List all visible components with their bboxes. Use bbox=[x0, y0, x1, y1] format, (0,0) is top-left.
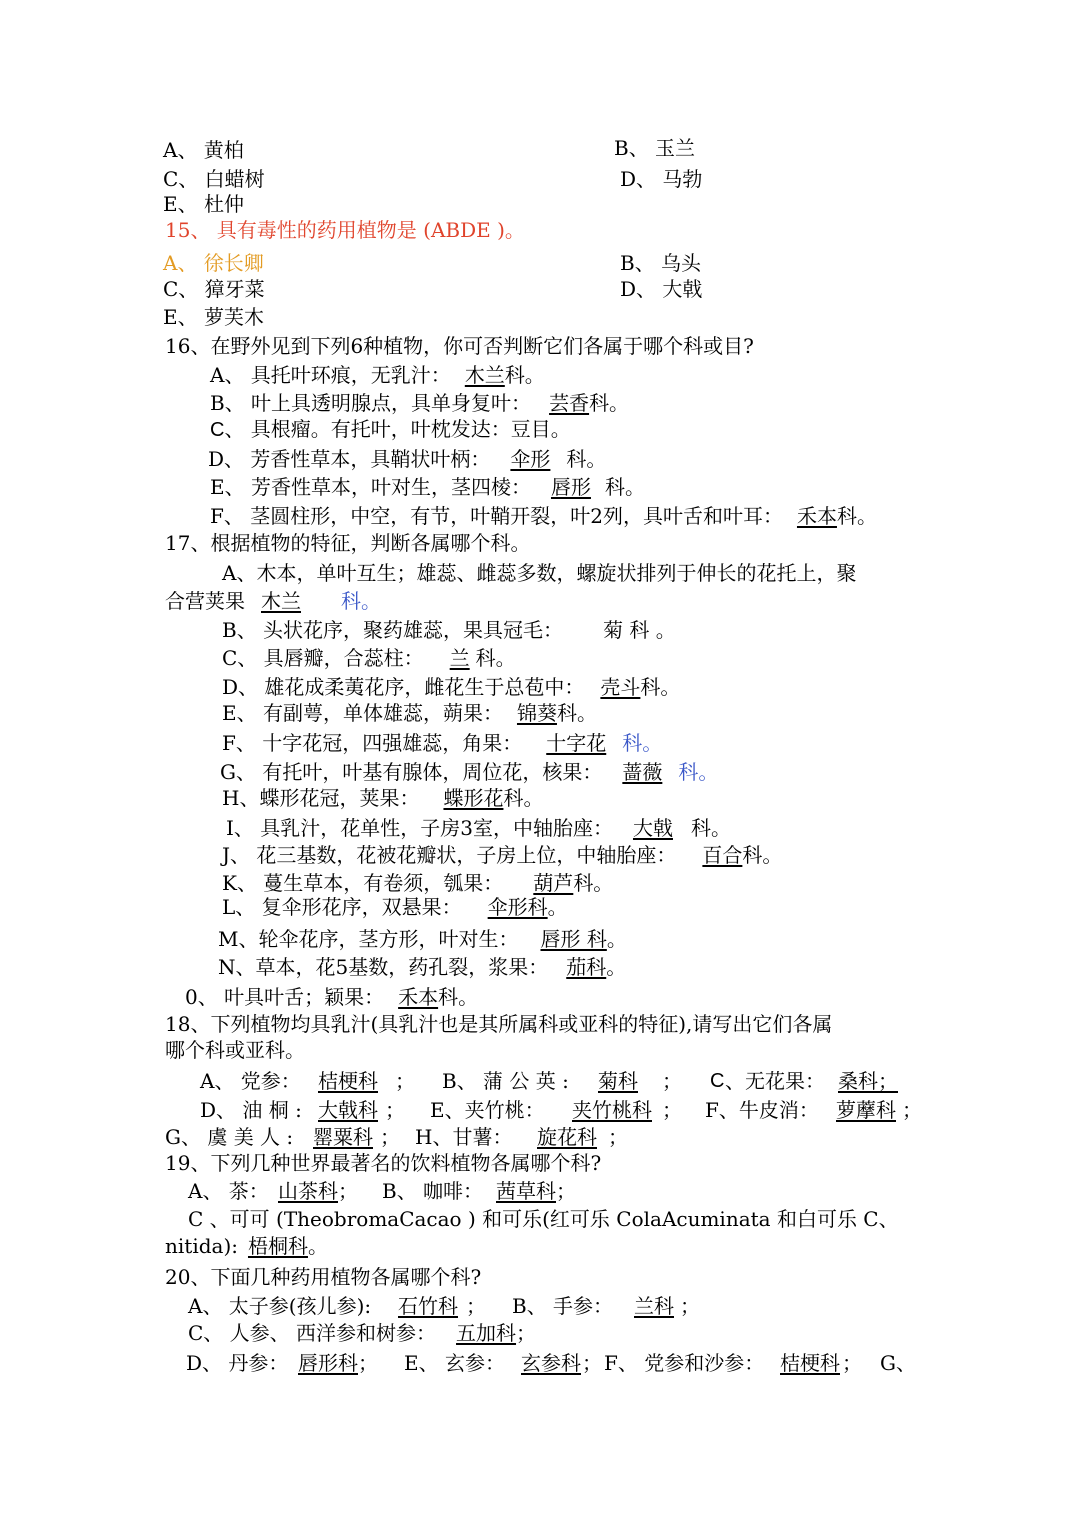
q18-h-text: H、甘薯： bbox=[415, 1125, 513, 1149]
q17-k-answer: 葫芦 bbox=[533, 871, 574, 895]
q17-h-answer: 蝶形花 bbox=[443, 786, 504, 810]
q17-item-g bbox=[220, 759, 718, 785]
q17-item-c bbox=[222, 645, 516, 671]
q17-n-suffix: 。 bbox=[606, 955, 627, 979]
q16-e-answer: 唇形 bbox=[550, 475, 591, 499]
q18-h-answer: 旋花科 bbox=[537, 1125, 597, 1149]
q16-f-answer: 禾本 bbox=[796, 504, 837, 528]
q16-e-text: E、 芳香性草本，叶对生，茎四棱： bbox=[210, 475, 531, 499]
q20-c-text: C、 人参、 西洋参和树参： bbox=[188, 1321, 437, 1345]
q16-a-suffix: 科。 bbox=[504, 363, 545, 387]
q17-l-text: L、 复伞形花序，双悬果： bbox=[222, 895, 462, 919]
q19-row-1 bbox=[0, 1178, 1080, 1204]
q18-d-text: D、 油 桐 : bbox=[200, 1098, 302, 1122]
q16-a-text: A、 具托叶环痕，无乳汁： bbox=[210, 363, 451, 387]
q20-b-suffix: ； bbox=[680, 1294, 700, 1318]
q18-b-suffix: ； bbox=[662, 1069, 682, 1093]
q16-b-suffix: 科。 bbox=[589, 391, 630, 415]
q17-f-text: F、 十字花冠，四强雄蕊，角果： bbox=[222, 731, 523, 755]
q17-item-o bbox=[185, 984, 478, 1010]
q19-a-answer: 山茶科 bbox=[278, 1179, 338, 1203]
q17-i-text: I、 具乳汁，花单性，子房3室，中轴胎座： bbox=[226, 816, 613, 840]
q18-g-answer: 罂粟科 bbox=[313, 1125, 373, 1149]
q18-a-suffix: ； bbox=[395, 1069, 415, 1093]
q17-e-answer: 锦葵 bbox=[516, 701, 557, 725]
q19-c-suffix: 。 bbox=[307, 1234, 328, 1258]
q16-f-text: F、 茎圆柱形，中空，有节，叶鞘开裂，叶2列，具叶舌和叶耳： bbox=[210, 504, 783, 528]
q19-c-text: nitida): bbox=[165, 1234, 238, 1258]
q17-o-text: 0、 叶具叶舌；颖果： bbox=[185, 985, 385, 1009]
q20-d-answer: 唇形科 bbox=[298, 1351, 358, 1375]
q17-item-d bbox=[222, 674, 680, 700]
q20-f-text: F、 党参和沙参： bbox=[604, 1351, 765, 1375]
q17-item-f bbox=[222, 730, 662, 756]
q20-a-text: A、 太子参(孩儿参): bbox=[188, 1294, 372, 1318]
q17-d-text: D、 雄花成柔荑花序，雌花生于总苞中： bbox=[222, 675, 585, 699]
q18-d-suffix: ； bbox=[385, 1098, 405, 1122]
q19-c-answer: 梧桐科 bbox=[247, 1234, 308, 1258]
q20-b-text: B、 手参： bbox=[512, 1294, 614, 1318]
q16-d-answer: 伞形 bbox=[510, 447, 551, 471]
q16-a-answer: 木兰 bbox=[464, 363, 505, 387]
q17-j-text: J、 花三基数，花被花瓣状，子房上位，中轴胎座： bbox=[222, 843, 677, 867]
q18-c-answer: 桑科； bbox=[838, 1069, 898, 1093]
q17-c-answer: 兰 bbox=[449, 646, 470, 670]
q14-option-c: C、 白蜡树 bbox=[163, 167, 265, 191]
q15-option-e: E、 萝芙木 bbox=[163, 305, 264, 329]
q20-stem: 20、下面几种药用植物各属哪个科? bbox=[165, 1265, 482, 1289]
q18-stem-line2: 哪个科或亚科。 bbox=[165, 1038, 305, 1062]
q18-e-answer: 夹竹桃科 bbox=[572, 1098, 652, 1122]
q17-l-suffix: 。 bbox=[547, 895, 568, 919]
q17-d-suffix: 科。 bbox=[640, 675, 681, 699]
q14-option-e: E、 杜仲 bbox=[163, 192, 244, 216]
q18-g-text: G、 虞 美 人 : bbox=[165, 1125, 294, 1149]
q17-item-a-line2 bbox=[165, 588, 381, 614]
q16-item-a bbox=[210, 362, 545, 388]
q18-g-suffix: ； bbox=[380, 1125, 400, 1149]
q17-c-text: C、 具唇瓣，合蕊柱： bbox=[222, 646, 424, 670]
q20-d-suffix: ； bbox=[358, 1351, 378, 1375]
q17-m-suffix: 。 bbox=[606, 927, 627, 951]
q19-a-suffix: ； bbox=[338, 1179, 358, 1203]
q16-item-d bbox=[208, 446, 606, 472]
q20-c-suffix: ； bbox=[516, 1321, 537, 1345]
q17-o-suffix: 科。 bbox=[438, 985, 479, 1009]
q14-option-b: B、 玉兰 bbox=[614, 136, 696, 160]
q16-b-answer: 芸香 bbox=[549, 391, 590, 415]
q17-item-h bbox=[222, 785, 543, 811]
q17-l-answer: 伞形科 bbox=[487, 895, 548, 919]
q15-option-b: B、 乌头 bbox=[620, 251, 702, 275]
q17-n-answer: 茄科 bbox=[566, 955, 607, 979]
q17-g-text: G、 有托叶，叶基有腺体，周位花，核果： bbox=[220, 760, 603, 784]
q20-g-text: G、 bbox=[880, 1351, 916, 1375]
q17-item-k bbox=[222, 870, 613, 896]
q18-h-suffix: ； bbox=[608, 1125, 628, 1149]
q17-e-suffix: 科。 bbox=[556, 701, 597, 725]
q18-c-label: C bbox=[710, 1070, 725, 1092]
q15-option-d: D、 大戟 bbox=[620, 277, 703, 301]
q17-h-text: H、蝶形花冠，荚果： bbox=[222, 786, 420, 810]
q18-f-text: F、牛皮消： bbox=[705, 1098, 819, 1122]
q17-c-suffix: 科。 bbox=[475, 646, 516, 670]
q17-h-suffix: 科。 bbox=[503, 786, 544, 810]
q14-option-d: D、 马勃 bbox=[620, 167, 703, 191]
q18-stem-line1: 18、下列植物均具乳汁(具乳汁也是其所属科或亚科的特征),请写出它们各属 bbox=[165, 1012, 833, 1036]
q17-item-e bbox=[222, 700, 597, 726]
q17-g-suffix: 科。 bbox=[678, 760, 719, 784]
q17-item-a-line1: A、木本，单叶互生；雄蕊、雌蕊多数，螺旋状排列于伸长的花托上，聚 bbox=[222, 561, 857, 585]
q17-item-m bbox=[218, 926, 627, 952]
q17-b-answer: 菊 科 。 bbox=[603, 618, 676, 642]
q17-i-suffix: 科。 bbox=[690, 816, 731, 840]
q18-f-suffix: ； bbox=[902, 1098, 922, 1122]
q17-g-answer: 蔷薇 bbox=[622, 760, 663, 784]
q18-row-2 bbox=[0, 1097, 1080, 1123]
q20-row-1 bbox=[0, 1293, 1080, 1319]
q17-m-text: M、轮伞花序，茎方形，叶对生： bbox=[218, 927, 519, 951]
q17-stem: 17、根据植物的特征，判断各属哪个科。 bbox=[165, 531, 531, 555]
q17-item-n bbox=[218, 954, 626, 980]
q20-e-suffix: ； bbox=[582, 1351, 602, 1375]
q18-e-text: E、夹竹桃： bbox=[430, 1098, 545, 1122]
q20-f-answer: 桔梗科 bbox=[780, 1351, 840, 1375]
q15-option-c: C、 獐牙菜 bbox=[163, 277, 265, 301]
q17-item-i bbox=[226, 815, 731, 841]
q16-d-suffix: 科。 bbox=[566, 447, 607, 471]
q17-a-suffix: 科。 bbox=[341, 589, 381, 613]
q19-b-text: B、 咖啡： bbox=[382, 1179, 484, 1203]
q19-a-text: A、 茶： bbox=[188, 1179, 269, 1203]
q20-f-suffix: ； bbox=[842, 1351, 862, 1375]
q19-b-answer: 茜草科 bbox=[496, 1179, 556, 1203]
q17-e-text: E、 有副萼，单体雄蕊，蒴果： bbox=[222, 701, 503, 725]
q18-row-1 bbox=[0, 1068, 1080, 1094]
q20-item-c bbox=[188, 1320, 536, 1346]
q17-f-answer: 十字花 bbox=[546, 731, 607, 755]
q16-c-label: C bbox=[210, 419, 225, 441]
q17-d-answer: 壳斗 bbox=[600, 675, 641, 699]
q17-n-text: N、草本，花5基数，药孔裂，浆果： bbox=[218, 955, 549, 979]
q15-stem: 15、 具有毒性的药用植物是 (ABDE )。 bbox=[165, 218, 525, 242]
q17-i-answer: 大戟 bbox=[632, 816, 673, 840]
q18-c-text: 、无花果： bbox=[725, 1069, 825, 1093]
q17-item-b bbox=[222, 617, 676, 643]
q18-b-answer: 菊科 bbox=[598, 1069, 638, 1093]
q18-a-text: A、 党参： bbox=[200, 1069, 301, 1093]
q19-item-c-line2 bbox=[165, 1233, 328, 1259]
q17-item-j bbox=[222, 842, 782, 868]
q17-o-answer: 禾本 bbox=[398, 985, 439, 1009]
q18-a-answer: 桔梗科 bbox=[318, 1069, 378, 1093]
q16-item-c bbox=[210, 416, 571, 443]
q17-f-suffix: 科。 bbox=[622, 731, 663, 755]
q18-e-suffix: ； bbox=[662, 1098, 682, 1122]
q16-item-b bbox=[210, 390, 629, 416]
q18-d-answer: 大戟科 bbox=[318, 1098, 378, 1122]
q17-b-text: B、 头状花序，聚药雄蕊，果具冠毛： bbox=[222, 618, 564, 642]
q16-stem: 16、在野外见到下列6种植物，你可否判断它们各属于哪个科或目? bbox=[165, 334, 754, 358]
q17-j-answer: 百合 bbox=[702, 843, 743, 867]
q17-a-answer: 木兰 bbox=[261, 589, 301, 613]
q20-e-answer: 玄参科 bbox=[521, 1351, 581, 1375]
q18-row-3 bbox=[0, 1124, 1080, 1150]
q20-c-answer: 五加科 bbox=[456, 1321, 517, 1345]
q20-row-3 bbox=[0, 1350, 1080, 1376]
q20-b-answer: 兰科 bbox=[634, 1294, 674, 1318]
q16-f-suffix: 科。 bbox=[836, 504, 877, 528]
q17-k-suffix: 科。 bbox=[573, 871, 614, 895]
q17-a-text: 合营荚果 bbox=[165, 589, 245, 613]
q16-item-f bbox=[210, 503, 877, 529]
q19-b-suffix: ； bbox=[556, 1179, 576, 1203]
q17-j-suffix: 科。 bbox=[742, 843, 783, 867]
q17-k-text: K、 蔓生草本，有卷须，瓠果： bbox=[222, 871, 504, 895]
q20-d-text: D、 丹参： bbox=[186, 1351, 289, 1375]
q20-a-answer: 石竹科 bbox=[398, 1294, 458, 1318]
q16-item-e bbox=[210, 474, 645, 500]
q19-item-c-line1: C 、可可 (TheobromaCacao ) 和可乐(红可乐 ColaAcuminata 和白可乐 C、 bbox=[188, 1207, 899, 1231]
q17-item-l bbox=[222, 894, 568, 920]
q18-f-answer: 萝藦科 bbox=[836, 1098, 896, 1122]
q20-e-text: E、 玄参： bbox=[404, 1351, 505, 1375]
q16-e-suffix: 科。 bbox=[604, 475, 645, 499]
q20-a-suffix: ； bbox=[466, 1294, 486, 1318]
q14-option-a: A、 黄柏 bbox=[163, 138, 244, 162]
q18-b-text: B、 蒲 公 英 : bbox=[442, 1069, 569, 1093]
q17-m-answer: 唇形 科 bbox=[540, 927, 607, 951]
q15-option-a: A、 徐长卿 bbox=[163, 251, 264, 275]
q19-stem: 19、下列几种世界最著名的饮料植物各属哪个科? bbox=[165, 1151, 602, 1175]
q16-c-text: 、 具根瘤。有托叶，叶枕发达：豆目。 bbox=[224, 417, 571, 441]
q16-d-text: D、 芳香性草本，具鞘状叶柄： bbox=[208, 447, 491, 471]
q16-b-text: B、 叶上具透明腺点，具单身复叶： bbox=[210, 391, 532, 415]
